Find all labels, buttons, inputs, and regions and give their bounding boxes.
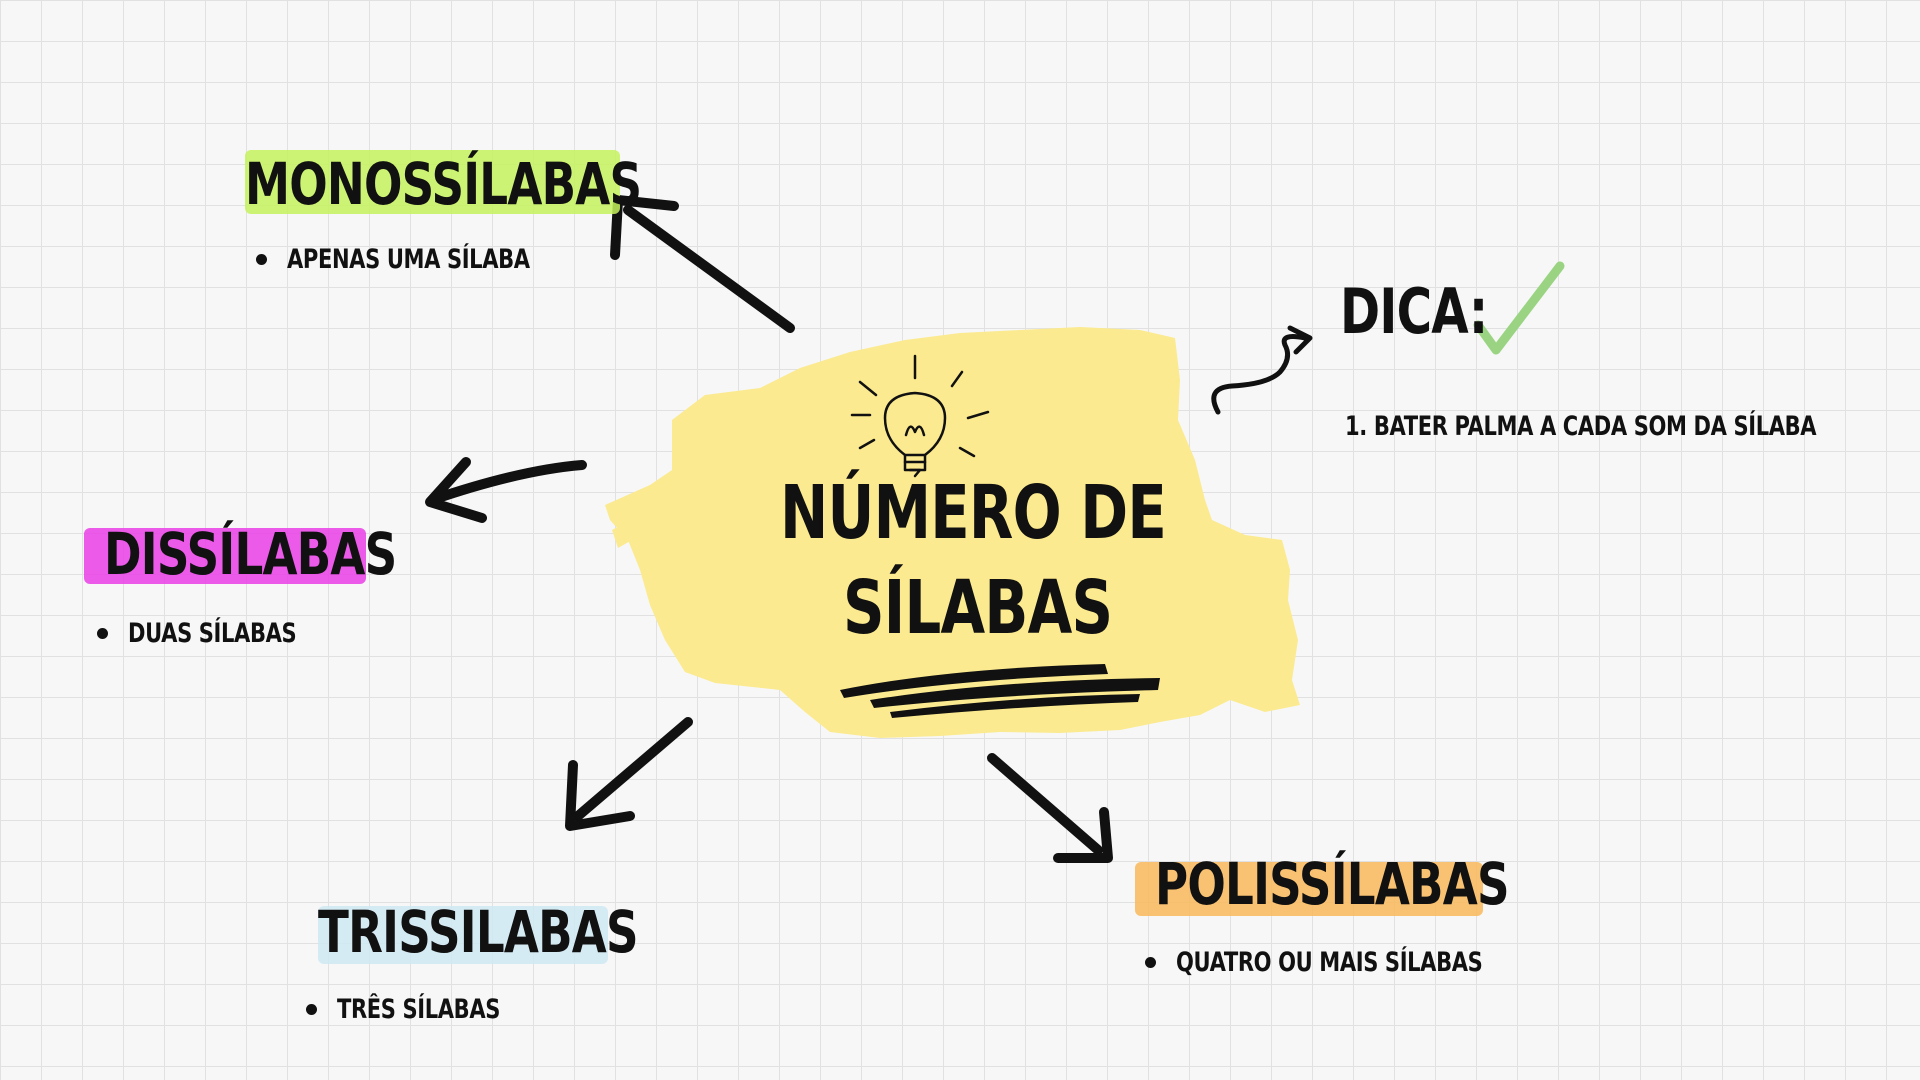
polissilabas-bullet-text: QUATRO OU MAIS SÍLABAS — [1176, 947, 1483, 978]
check-icon — [1478, 266, 1560, 350]
arrow-head-dica — [1290, 328, 1310, 352]
trissilabas-bullet-text: TRÊS SÍLABAS — [337, 994, 501, 1025]
monossilabas-title: MONOSSÍLABAS — [245, 150, 642, 218]
lightbulb-icon — [852, 356, 988, 476]
arrow-to-polissilabas — [992, 758, 1098, 850]
dissilabas-bullet — [97, 618, 344, 649]
brush-underline — [840, 664, 1160, 718]
dica-item-text: 1. BATER PALMA A CADA SOM DA SÍLABA — [1345, 411, 1817, 442]
bullet-dot — [256, 254, 267, 265]
dissilabas-title: DISSÍLABAS — [104, 520, 397, 588]
bullet-dot — [306, 1004, 317, 1015]
arrow-to-dica — [1214, 337, 1305, 412]
dica-item — [1345, 411, 1920, 442]
polissilabas-title: POLISSÍLABAS — [1155, 850, 1509, 918]
polissilabas-bullet — [1145, 947, 1569, 978]
monossilabas-bullet-text: APENAS UMA SÍLABA — [287, 244, 530, 275]
monossilabas-bullet — [256, 244, 598, 275]
trissilabas-title: TRISSILABAS — [318, 898, 638, 966]
center-title-line2: SÍLABAS — [843, 565, 1113, 651]
arrow-to-trissilabas — [578, 722, 688, 816]
dica-title: DICA: — [1340, 275, 1488, 348]
bullet-dot — [1145, 957, 1156, 968]
trissilabas-bullet — [306, 994, 546, 1025]
center-title-line1: NÚMERO DE — [780, 470, 1166, 556]
bullet-dot — [97, 628, 108, 639]
arrow-to-monossilabas — [628, 210, 790, 328]
dissilabas-bullet-text: DUAS SÍLABAS — [128, 618, 297, 649]
